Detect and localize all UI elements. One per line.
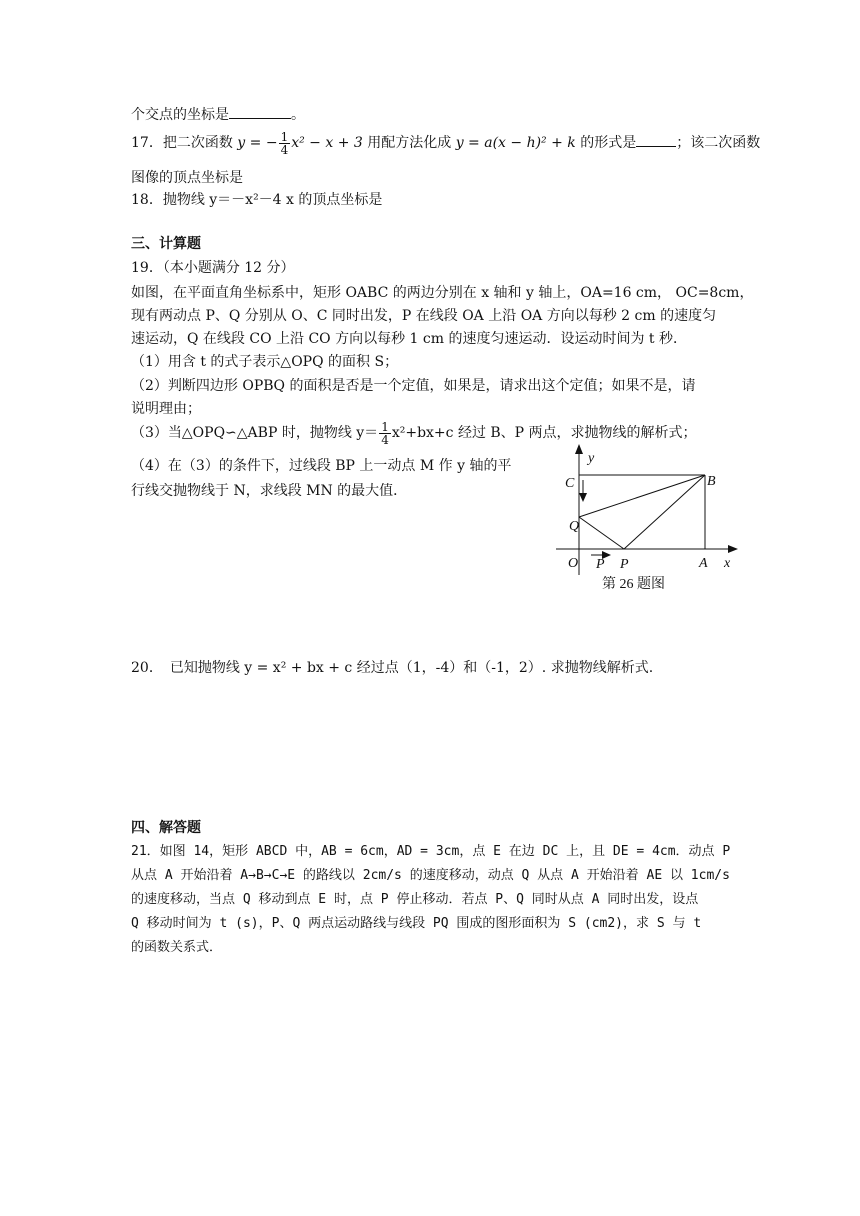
q17-fraction <box>279 131 291 156</box>
label-A: A <box>699 556 708 571</box>
segment-QB <box>579 475 705 517</box>
q19-frac-den: 4 <box>381 432 389 447</box>
q19-header: 19．（本小题满分 12 分） <box>131 260 295 276</box>
q17-x-rest: x² − x + 3 <box>291 135 363 151</box>
label-y: y <box>588 451 595 466</box>
label-x: x <box>724 556 731 571</box>
q17-line1 <box>131 130 760 156</box>
q21-line5: 的函数关系式． <box>131 940 223 955</box>
label-Q: Q <box>569 519 580 534</box>
q19-frac-num: 1 <box>381 419 389 434</box>
q21-line4: Q 移动时间为 t (s)，P、Q 两点运动路线与线段 PQ 围成的图形面积为 S (cm2)，求 S 与 t <box>131 916 702 931</box>
label-B: B <box>707 474 716 489</box>
q19-part2-b: 说明理由； <box>131 401 201 417</box>
x-axis-arrowhead <box>728 545 738 553</box>
q17-mid: 用配方法化成 <box>367 135 452 151</box>
q16-text: 个交点的坐标是 <box>131 107 229 123</box>
q17-suffix2: ；该二次函数 <box>676 135 761 151</box>
q17-frac-den: 4 <box>280 142 289 157</box>
q19-part3-a: （3）当△OPQ∽△ABP 时，抛物线 y＝ <box>131 425 379 441</box>
q16-answer-blank <box>229 104 291 119</box>
q17-line2: 图像的顶点坐标是 <box>131 170 243 186</box>
q16-tail <box>131 104 305 125</box>
label-P: P <box>620 557 629 572</box>
q16-end: 。 <box>291 107 305 123</box>
label-P-start: P <box>596 557 605 572</box>
figure-caption: 第 26 题图 <box>602 577 665 592</box>
q19-part2-a: （2）判断四边形 OPBQ 的面积是否是一个定值，如果是，请求出这个定值；如果不是，请 <box>131 378 696 394</box>
q20-text: 20． 已知抛物线 y = x² + bx + c 经过点（1，-4）和（-1，2）. 求抛物线解析式. <box>131 660 654 676</box>
q17-frac-num: 1 <box>280 129 289 144</box>
q21-line3: 的速度移动，当点 Q 移动到点 E 时，点 P 停止移动．若点 P、Q 同时从点 A 同时出发，设点 <box>131 892 699 907</box>
label-C: C <box>565 476 575 491</box>
q19-part4-a: （4）在（3）的条件下，过线段 BP 上一动点 M 作 y 轴的平 <box>131 458 512 474</box>
q17-y-eq: y = − <box>237 135 278 151</box>
segment-BP <box>624 475 705 549</box>
q19-line2: 现有两动点 P、Q 分别从 O、C 同时出发，P 在线段 OA 上沿 OA 方向以每秒 2 cm 的速度匀 <box>131 308 717 324</box>
q21-line2: 从点 A 开始沿着 A→B→C→E 的路线以 2cm/s 的速度移动，动点 Q 从点 A 开始沿着 AE 以 1cm/s <box>131 868 730 883</box>
segment-QP <box>579 517 624 549</box>
y-axis-arrowhead <box>575 444 583 454</box>
q17-suffix: 的形式是 <box>580 135 637 151</box>
q17-vertex-form: y = a(x − h)² + k <box>455 135 576 151</box>
q19-part1: （1）用含 t 的式子表示△OPQ 的面积 S； <box>131 354 399 370</box>
label-O: O <box>568 556 579 571</box>
q19-part3-b: x²+bx+c 经过 B、P 两点，求抛物线的解析式； <box>391 425 697 441</box>
geometry-figure <box>550 440 750 600</box>
q17-answer-blank <box>636 132 676 147</box>
q19-line3: 速运动，Q 在线段 CO 上沿 CO 方向以每秒 1 cm 的速度匀速运动．设运动时间为 t 秒． <box>131 331 688 347</box>
q19-fraction <box>379 421 391 446</box>
q17-prefix: 17．把二次函数 <box>131 135 233 151</box>
q19-part4-b: 行线交抛物线于 N，求线段 MN 的最大值． <box>131 483 408 499</box>
q19-line1: 如图，在平面直角坐标系中，矩形 OABC 的两边分别在 x 轴和 y 轴上，OA=16 cm， OC=8cm， <box>131 285 754 301</box>
q21-line1: 21．如图 14，矩形 ABCD 中，AB = 6cm，AD = 3cm，点 E 在边 DC 上，且 DE = 4cm．动点 P <box>131 844 731 859</box>
q-arrowhead <box>579 493 587 502</box>
section-4-title: 四、解答题 <box>131 820 201 836</box>
section-3-title: 三、计算题 <box>131 236 201 252</box>
q18-text: 18．抛物线 y＝－x²－4 x 的顶点坐标是 <box>131 192 383 208</box>
